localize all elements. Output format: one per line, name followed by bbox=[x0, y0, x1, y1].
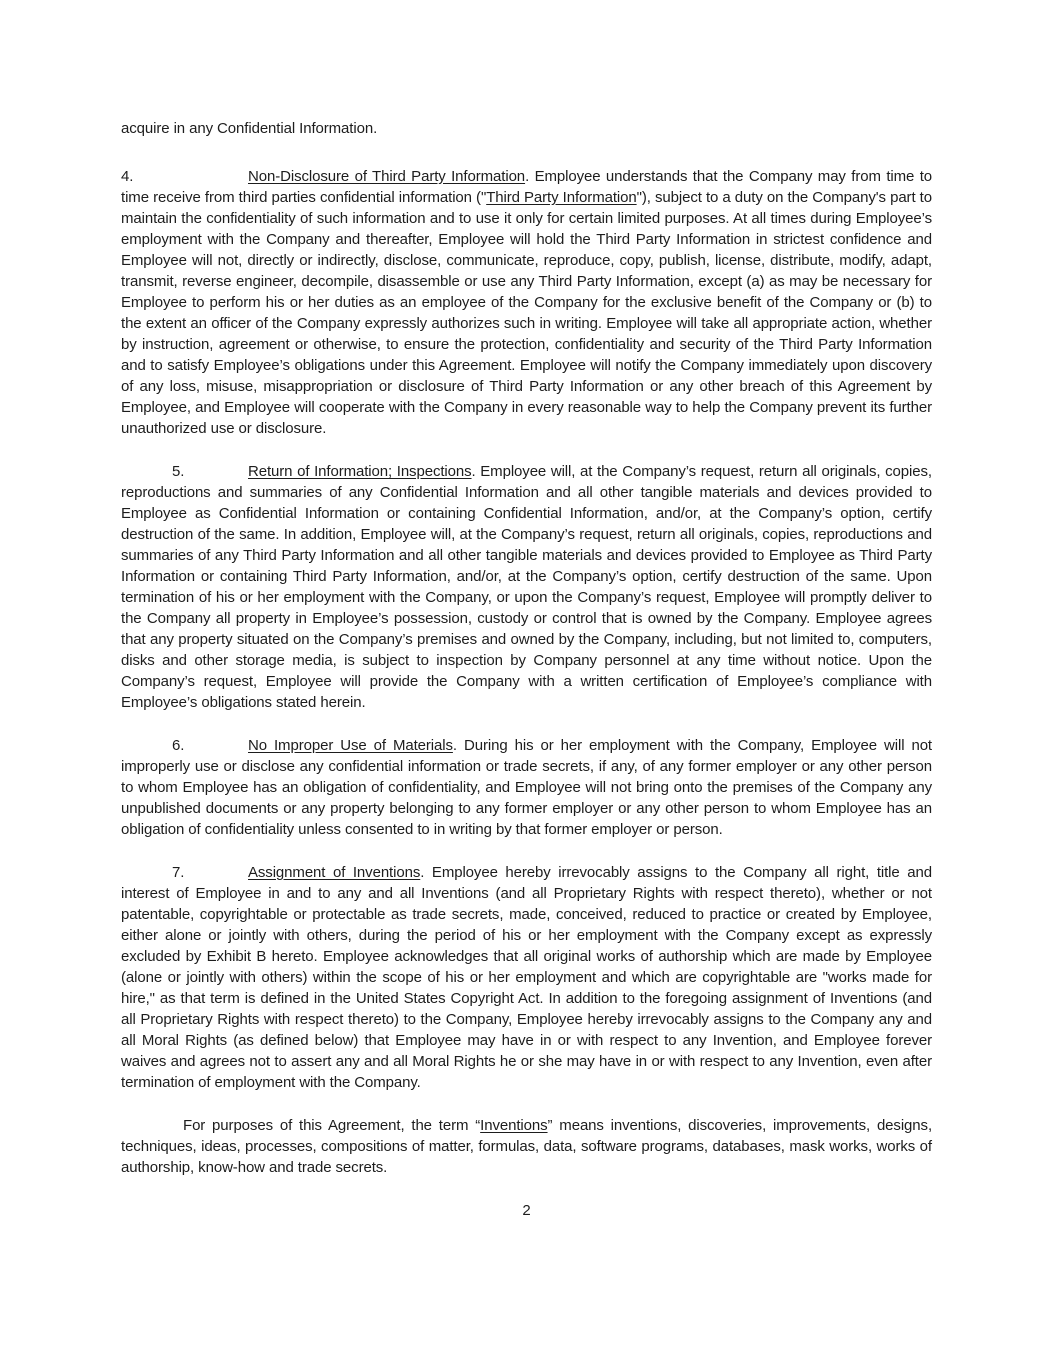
section-5-paragraph bbox=[121, 461, 932, 713]
definition-before-term: For purposes of this Agreement, the term “ bbox=[183, 1117, 481, 1134]
section-7-number: 7. bbox=[172, 864, 185, 881]
section-5-title: Return of Information; Inspections bbox=[248, 463, 472, 480]
section-5-number: 5. bbox=[172, 463, 185, 480]
section-4-number: 4. bbox=[121, 168, 134, 185]
section-4-body-after-term: "), subject to a duty on the Company's part to maintain the confidentiality of such information and to use it only for certain limited purposes. At all times during Employee’s employment with the Company and thereafter, Employee will hold the Third Party Information in strictest confidence and Employee will not, directly or indirectly, disclose, communicate, reproduce, copy, publish, license, distribute, modify, adapt, transmit, reverse engineer, decompile, disassemble or use any Third Party Information, except (a) as may be necessary for Employee to perform his or her duties as an employee of the Company for the exclusive benefit of the Company or (b) to the extent an officer of the Company expressly authorizes such in writing. Employee will take all appropriate action, whether by instruction, agreement or otherwise, to ensure the protection, confidentiality and security of the Third Party Information and to satisfy Employee’s obligations under this Agreement. Employee will notify the Company immediately upon discovery of any loss, misuse, misappropriation or disclosure of Third Party Information or any other breach of this Agreement by Employee, and Employee will cooperate with the Company in every reasonable way to help the Company prevent its further unauthorized use or disclosure. bbox=[121, 189, 932, 437]
section-7-body: . Employee hereby irrevocably assigns to the Company all right, title and interest of Employee in and to any and all Inventions (and all Proprietary Rights with respect thereto), whether or not patentable, copyrightable or protectable as trade secrets, made, conceived, reduced to practice or created by Employee, either alone or jointly with others, during the period of his or her employment with the Company except as expressly excluded by Exhibit B hereto. Employee acknowledges that all original works of authorship which are made by Employee (alone or jointly with others) within the scope of his or her employment and which are copyrightable are "works made for hire," as that term is defined in the United States Copyright Act. In addition to the foregoing assignment of Inventions (and all Proprietary Rights with respect thereto) to the Company, Employee hereby irrevocably assigns to the Company any and all Moral Rights (as defined below) that Employee may have in or with respect to any Invention, and Employee forever waives and agrees not to assert any and all Moral Rights he or she may have in or with respect to any Invention, even after termination of employment with the Company. bbox=[121, 864, 932, 1091]
section-5-body: . Employee will, at the Company’s request, return all originals, copies, reproductions and summaries of any Confidential Information and all other tangible materials and devices provided to Employee as Confidential Information or containing Confidential Information, and/or, at the Company’s option, certify destruction of the same. In addition, Employee will, at the Company’s request, return all originals, copies, reproductions and summaries of any Third Party Information and all other tangible materials and devices provided to Employee as Third Party Information or containing Third Party Information, and/or, at the Company’s option, certify destruction of the same. Upon termination of his or her employment with the Company, or upon the Company’s request, Employee will promptly deliver to the Company all property in Employee’s possession, custody or control that is owned by the Company. Employee agrees that any property situated on the Company’s premises and owned by the Company, including, but not limited to, computers, disks and other storage media, is subject to inspection by Company personnel at any time without notice. Upon the Company’s request, Employee will provide the Company with a written certification of Employee’s compliance with Employee’s obligations stated herein. bbox=[121, 463, 932, 711]
inventions-definition-paragraph bbox=[121, 1115, 932, 1178]
section-6-number: 6. bbox=[172, 737, 185, 754]
section-4-title: Non-Disclosure of Third Party Information bbox=[248, 168, 526, 185]
defined-term-third-party-information: Third Party Information bbox=[486, 189, 637, 206]
section-4-paragraph bbox=[121, 166, 932, 439]
section-6-paragraph bbox=[121, 735, 932, 840]
section-7-title: Assignment of Inventions bbox=[248, 864, 421, 881]
continuation-text: acquire in any Confidential Information. bbox=[121, 120, 378, 137]
page-number: 2 bbox=[522, 1202, 531, 1219]
definition-after-term: ” means inventions, discoveries, improvements, designs, techniques, ideas, processes, compositions of matter, formulas, data, software programs, databases, mask works, works of authorship, know-how and trade secrets. bbox=[121, 1117, 933, 1176]
section-4-body-before-term: . Employee understands that the Company may from time to time receive from third parties confidential information (" bbox=[121, 168, 933, 206]
defined-term-inventions: Inventions bbox=[480, 1117, 548, 1134]
section-7-paragraph bbox=[121, 862, 932, 1093]
section-6-body: . During his or her employment with the Company, Employee will not improperly use or disclose any confidential information or trade secrets, if any, of any former employer or any other person to whom Employee has an obligation of confidentiality, and Employee will not bring onto the premises of the Company any unpublished documents or any property belonging to any former employer or any other person to whom Employee has an obligation of confidentiality unless consented to in writing by that former employer or person. bbox=[121, 737, 932, 838]
section-6-title: No Improper Use of Materials bbox=[248, 737, 453, 754]
